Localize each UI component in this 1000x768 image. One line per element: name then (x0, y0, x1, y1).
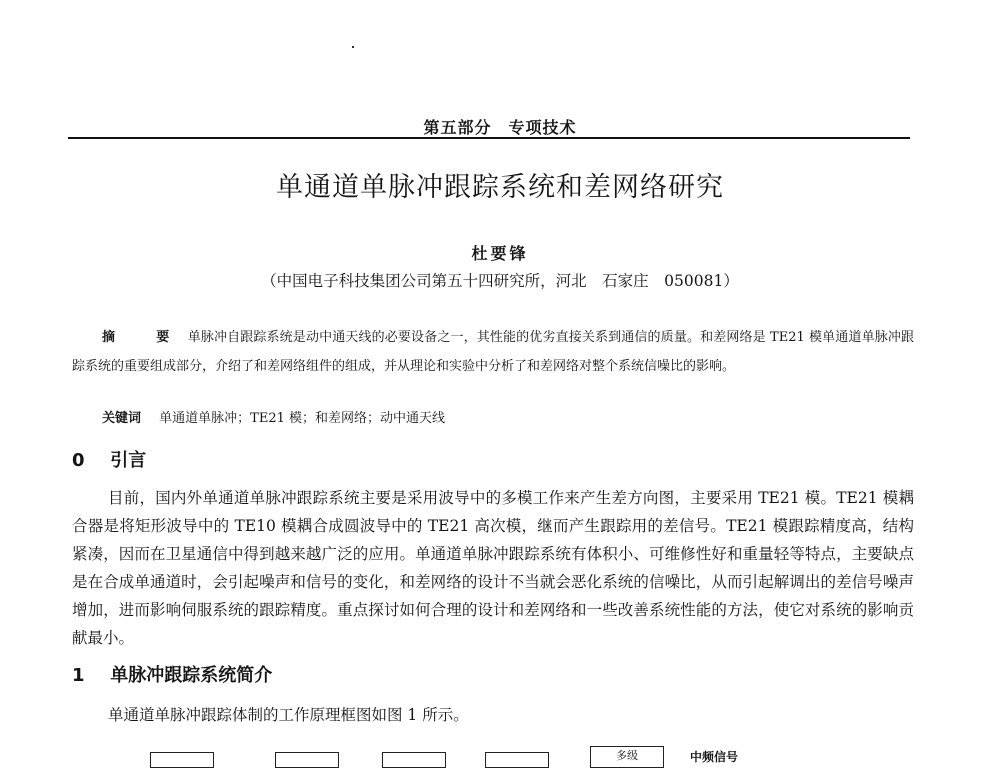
keywords-text: 单通道单脉冲；TE21 模；和差网络；动中通天线 (159, 411, 445, 426)
diagram-block (485, 752, 549, 768)
paper-title: 单通道单脉冲跟踪系统和差网络研究 (276, 172, 724, 203)
keywords-label: 关键词 (102, 411, 142, 426)
header-rule (68, 137, 910, 139)
block-diagram-figure (150, 738, 850, 764)
author-name: 杜要锋 (471, 244, 529, 263)
diagram-block (382, 752, 446, 768)
section-number: 0 (72, 450, 85, 471)
multistage-block: 多级 (590, 746, 664, 768)
diagram-block (275, 752, 339, 768)
section-heading-overview (72, 664, 272, 688)
abstract-text: 单脉冲自跟踪系统是动中通天线的必要设备之一，其性能的优劣直接关系到通信的质量。和差网络是 TE21 模单通道单脉冲跟踪系统的重要组成部分，介绍了和差网络组件的组成，并从理论和实验中分析了和差网络对整个系统信噪比的影响。 (72, 330, 914, 374)
scan-speck (352, 46, 354, 48)
diagram-block (150, 752, 214, 768)
section-title: 单脉冲跟踪系统简介 (110, 665, 273, 686)
author-affiliation: （中国电子科技集团公司第五十四研究所，河北 石家庄 050081） (261, 272, 739, 290)
overview-paragraph: 单通道单脉冲跟踪体制的工作原理框图如图 1 所示。 (108, 706, 469, 724)
abstract-label: 摘 要 (102, 330, 184, 345)
if-signal-label: 中频信号 (690, 750, 739, 764)
abstract (72, 323, 914, 381)
section-number: 1 (72, 665, 85, 686)
section-heading-intro (72, 449, 146, 473)
section-title: 引言 (110, 450, 147, 471)
keywords (102, 409, 445, 429)
intro-paragraph: 目前，国内外单通道单脉冲跟踪系统主要是采用波导中的多模工作来产生差方向图，主要采用 TE21 模。TE21 模耦合器是将矩形波导中的 TE10 模耦合成圆波导中的 TE21 高次模，继而产生跟踪用的差信号。TE21 模跟踪精度高，结构紧凑，因而在卫星通信中得到越来越广泛的应用。单通道单脉冲跟踪系统有体积小、可维修性好和重量轻等特点，主要缺点是在合成单通道时，会引起噪声和信号的变化，和差网络的设计不当就会恶化系统的信噪比，从而引起解调出的差信号噪声增加，进而影响伺服系统的跟踪精度。重点探讨如何合理的设计和差网络和一些改善系统性能的方法，使它对系统的影响贡献最小。 (72, 489, 914, 647)
section-header: 第五部分 专项技术 (423, 118, 577, 137)
